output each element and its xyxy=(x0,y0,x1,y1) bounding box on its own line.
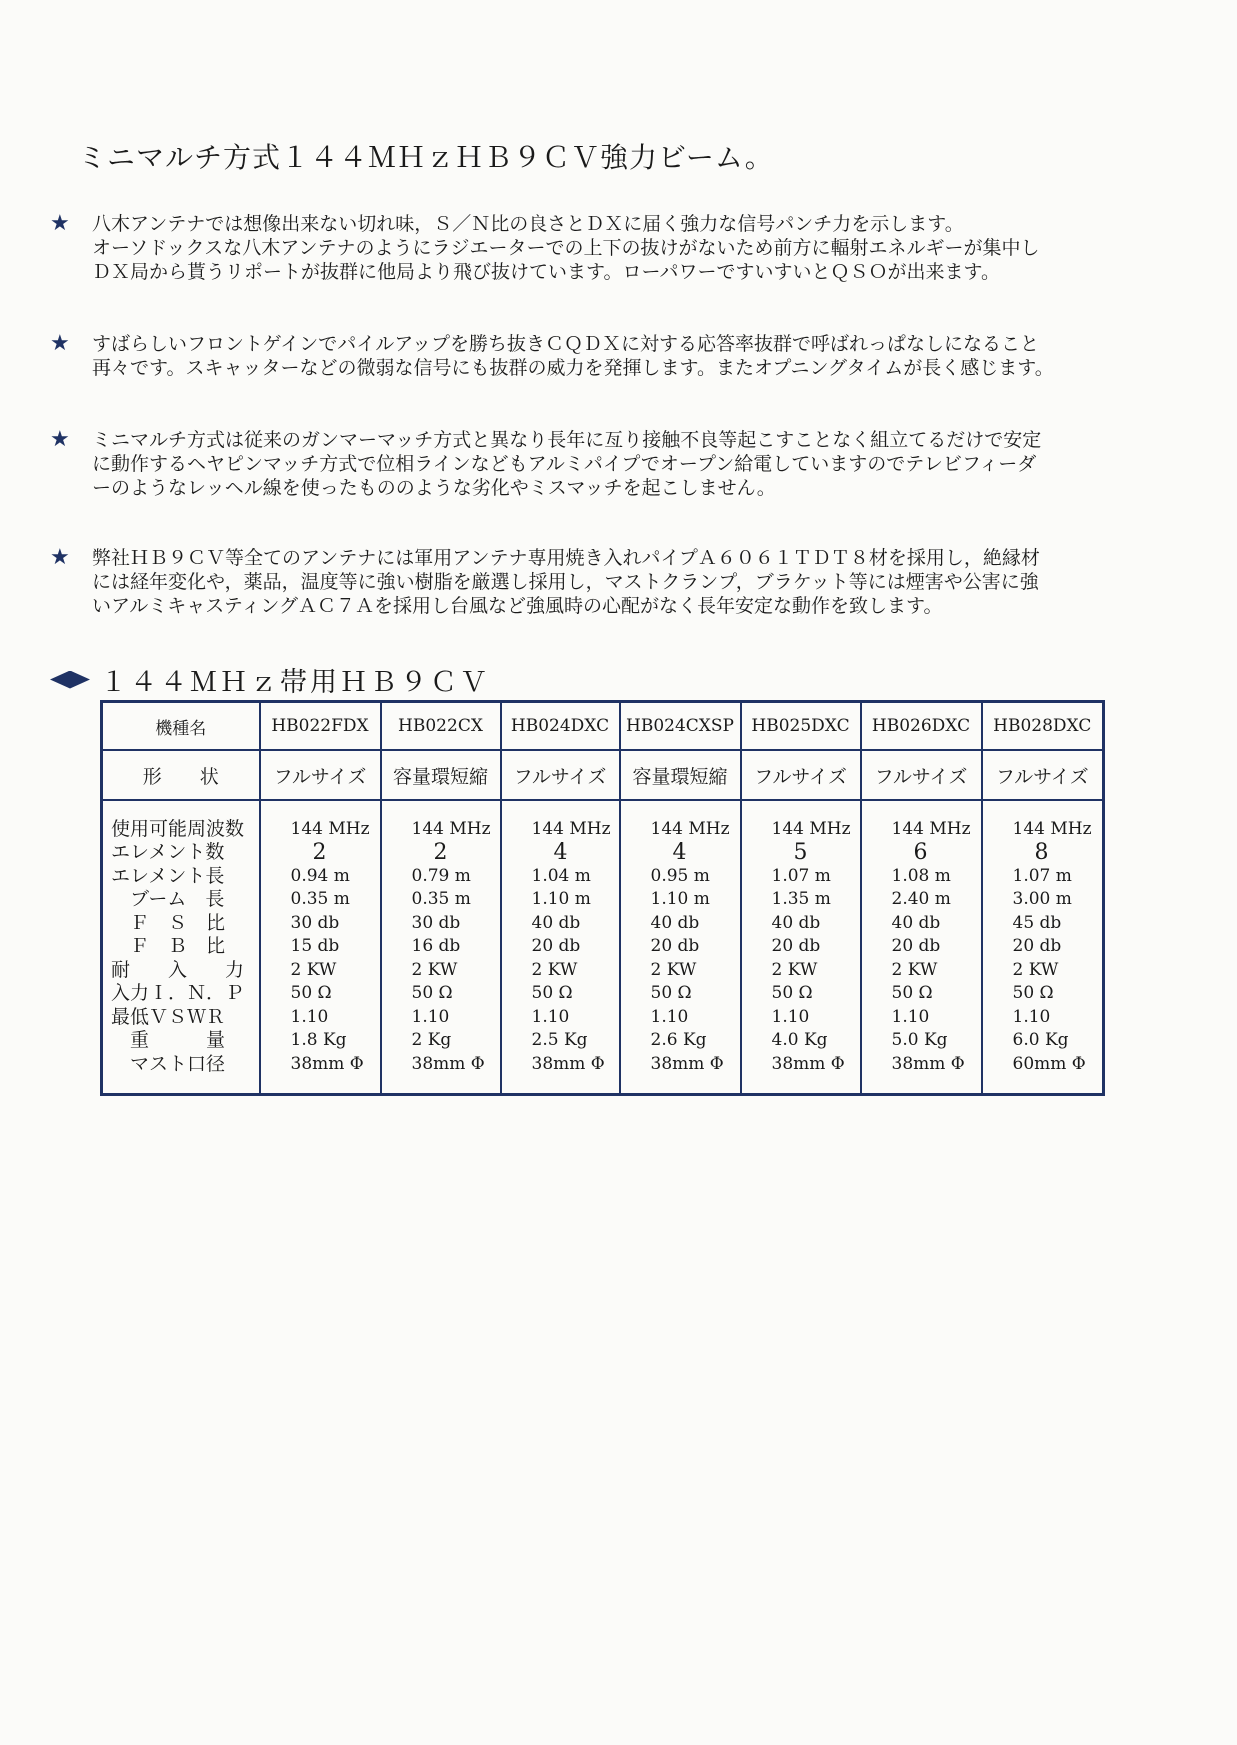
spec-value: 1.10 xyxy=(650,1006,689,1027)
spec-value: 16 db xyxy=(411,936,461,957)
bullet-line: すばらしいフロントゲインでパイルアップを勝ち抜きＣＱＤＸに対する応答率抜群で呼ばれっぱなしになること xyxy=(92,333,1039,355)
spec-value: 5 xyxy=(793,840,808,866)
spec-label: ブーム 長 xyxy=(111,888,225,911)
spec-value: 1.35 m xyxy=(771,889,831,910)
model-shape: フルサイズ xyxy=(260,750,381,800)
spec-value: 1.10 xyxy=(891,1006,930,1027)
spec-value: 50 Ω xyxy=(531,983,573,1004)
spec-value: 2 xyxy=(312,840,327,866)
spec-value: 20 db xyxy=(650,936,700,957)
spec-value: 2.5 Kg xyxy=(531,1030,588,1051)
spec-label: 入力Ｉ．Ｎ．Ｐ xyxy=(111,982,245,1005)
spec-value: 4 xyxy=(553,840,568,866)
spec-value: 144 MHz xyxy=(290,818,370,839)
spec-value: 1.10 xyxy=(531,1006,570,1027)
spec-label: エレメント数 xyxy=(111,841,225,864)
model-shape: フルサイズ xyxy=(982,750,1104,800)
spec-value: 2 KW xyxy=(290,959,337,980)
spec-value: 38mm Φ xyxy=(411,1053,485,1074)
spec-value: 2 KW xyxy=(411,959,458,980)
section-title: １４４ＭＨｚ帯用ＨＢ９ＣＶ xyxy=(100,667,490,698)
spec-value: 20 db xyxy=(771,936,821,957)
spec-value: 5.0 Kg xyxy=(891,1030,948,1051)
model-name: HB024DXC xyxy=(501,702,620,751)
model-shape: 容量環短縮 xyxy=(620,750,741,800)
spec-value: 50 Ω xyxy=(1012,983,1054,1004)
spec-value: 1.10 xyxy=(1012,1006,1051,1027)
spec-label: Ｆ Ｓ 比 xyxy=(111,911,226,934)
spec-values-cell xyxy=(620,800,741,1095)
spec-value: 144 MHz xyxy=(1012,818,1092,839)
spec-value: 1.8 Kg xyxy=(290,1030,347,1051)
spec-value: 0.79 m xyxy=(411,865,471,886)
spec-value: 1.04 m xyxy=(531,865,591,886)
model-shape: 容量環短縮 xyxy=(381,750,501,800)
spec-value: 2 xyxy=(433,840,448,866)
spec-value: 50 Ω xyxy=(411,983,453,1004)
spec-value: 40 db xyxy=(650,912,700,933)
spec-value: 1.10 m xyxy=(650,889,710,910)
spec-label: エレメント長 xyxy=(111,864,225,887)
spec-value: 40 db xyxy=(771,912,821,933)
spec-value: 6 xyxy=(913,840,928,866)
spec-value: 1.10 xyxy=(771,1006,810,1027)
model-shape: フルサイズ xyxy=(501,750,620,800)
bullet-line: に動作するヘヤピンマッチ方式で位相ラインなどもアルミパイプでオープン給電していますのでテレビフィーダ xyxy=(92,453,1037,475)
spec-value: 38mm Φ xyxy=(891,1053,965,1074)
spec-value: 8 xyxy=(1034,840,1049,866)
spec-value: 40 db xyxy=(891,912,941,933)
table-row-shapes xyxy=(102,750,1104,800)
model-name: HB025DXC xyxy=(741,702,861,751)
table-row-models xyxy=(102,702,1104,751)
diamond-icon xyxy=(50,671,90,689)
spec-value: 0.95 m xyxy=(650,865,710,886)
bullet-line: ミニマルチ方式は従来のガンマーマッチ方式と異なり長年に亙り接触不良等起こすことなく組立てるだけで安定 xyxy=(92,429,1042,451)
bullet-line: 八木アンテナでは想像出来ない切れ味，Ｓ／Ｎ比の良さとＤＸに届く強力な信号パンチ力を示します。 xyxy=(92,213,964,235)
spec-values-cell xyxy=(861,800,982,1095)
model-shape: フルサイズ xyxy=(861,750,982,800)
spec-value: 60mm Φ xyxy=(1012,1053,1086,1074)
spec-label: 耐 入 力 xyxy=(111,958,245,981)
shape-label: 形 状 xyxy=(102,750,260,800)
spec-value: 0.35 m xyxy=(290,889,350,910)
model-name: HB022FDX xyxy=(260,702,381,751)
bullet-line: には経年変化や，薬品，温度等に強い樹脂を厳選し採用し，マストクランプ，ブラケット等には煙害や公害に強 xyxy=(92,571,1039,593)
spec-value: 2 KW xyxy=(891,959,938,980)
spec-value: 4 xyxy=(672,840,687,866)
bullet-line: ーのようなレッヘル線を使ったもののような劣化やミスマッチを起こしません。 xyxy=(92,477,776,499)
spec-values-cell xyxy=(260,800,381,1095)
spec-value: 144 MHz xyxy=(891,818,971,839)
bullet-line: いアルミキャスティングＡＣ７Ａを採用し台風など強風時の心配がなく長年安定な動作を致します。 xyxy=(92,595,943,617)
spec-label: 使用可能周波数 xyxy=(111,817,245,840)
spec-value: 20 db xyxy=(531,936,581,957)
spec-value: 1.10 m xyxy=(531,889,591,910)
spec-value: 38mm Φ xyxy=(290,1053,364,1074)
spec-label: 最低ＶＳＷＲ xyxy=(111,1005,226,1028)
star-icon: ★ xyxy=(50,427,70,452)
spec-values-cell xyxy=(741,800,861,1095)
spec-value: 144 MHz xyxy=(411,818,491,839)
spec-value: 3.00 m xyxy=(1012,889,1072,910)
spec-value: 50 Ω xyxy=(650,983,692,1004)
star-icon: ★ xyxy=(50,211,70,236)
spec-value: 1.07 m xyxy=(771,865,831,886)
bullet-line: ＤＸ局から貰うリポートが抜群に他局より飛び抜けています。ローパワーですいすいとＱＳＯが出来ます。 xyxy=(92,261,1001,283)
table-row-specs xyxy=(102,800,1104,1095)
spec-value: 40 db xyxy=(531,912,581,933)
spec-value: 50 Ω xyxy=(771,983,813,1004)
spec-value: 2 KW xyxy=(1012,959,1059,980)
model-name: HB022CX xyxy=(381,702,501,751)
model-name: HB024CXSP xyxy=(620,702,741,751)
spec-value: 38mm Φ xyxy=(650,1053,724,1074)
spec-value: 20 db xyxy=(1012,936,1062,957)
spec-value: 15 db xyxy=(290,936,340,957)
spec-value: 2 KW xyxy=(531,959,578,980)
spec-value: 20 db xyxy=(891,936,941,957)
spec-value: 1.10 xyxy=(411,1006,450,1027)
spec-value: 30 db xyxy=(290,912,340,933)
spec-label: Ｆ Ｂ 比 xyxy=(111,935,226,958)
spec-value: 38mm Φ xyxy=(531,1053,605,1074)
bullet-line: 再々です。スキャッターなどの微弱な信号にも抜群の威力を発揮します。またオプニングタイムが長く感じます。 xyxy=(92,357,1054,379)
spec-value: 50 Ω xyxy=(290,983,332,1004)
spec-label: 重 量 xyxy=(111,1029,226,1052)
spec-value: 1.07 m xyxy=(1012,865,1072,886)
spec-value: 2 Kg xyxy=(411,1030,452,1051)
bullet-line: 弊社ＨＢ９ＣＶ等全てのアンテナには軍用アンテナ専用焼き入れパイプＡ６０６１ＴＤＴ８材を採用し，絶縁材 xyxy=(92,547,1040,569)
spec-value: 0.94 m xyxy=(290,865,350,886)
model-name: HB026DXC xyxy=(861,702,982,751)
spec-value: 38mm Φ xyxy=(771,1053,845,1074)
section-heading xyxy=(50,660,490,699)
spec-values-cell xyxy=(982,800,1104,1095)
spec-value: 45 db xyxy=(1012,912,1062,933)
spec-value: 4.0 Kg xyxy=(771,1030,828,1051)
spec-value: 1.08 m xyxy=(891,865,951,886)
spec-value: 30 db xyxy=(411,912,461,933)
spec-value: 2.6 Kg xyxy=(650,1030,707,1051)
spec-label: マスト口径 xyxy=(111,1052,226,1075)
model-shape: フルサイズ xyxy=(741,750,861,800)
spec-labels-cell xyxy=(102,800,260,1095)
spec-table xyxy=(100,700,1105,1096)
spec-values-cell xyxy=(381,800,501,1095)
spec-value: 144 MHz xyxy=(531,818,611,839)
spec-value: 144 MHz xyxy=(650,818,730,839)
spec-value: 2 KW xyxy=(650,959,697,980)
spec-value: 0.35 m xyxy=(411,889,471,910)
spec-value: 6.0 Kg xyxy=(1012,1030,1069,1051)
spec-value: 2.40 m xyxy=(891,889,951,910)
model-label: 機種名 xyxy=(102,702,260,751)
spec-value: 2 KW xyxy=(771,959,818,980)
bullet-line: オーソドックスな八木アンテナのようにラジエーターでの上下の抜けがないため前方に輻射エネルギーが集中し xyxy=(92,237,1040,259)
page-title: ミニマルチ方式１４４ＭＨｚＨＢ９ＣＶ強力ビーム。 xyxy=(78,141,774,174)
spec-value: 50 Ω xyxy=(891,983,933,1004)
spec-values-cell xyxy=(501,800,620,1095)
star-icon: ★ xyxy=(50,331,70,356)
model-name: HB028DXC xyxy=(982,702,1104,751)
spec-value: 1.10 xyxy=(290,1006,329,1027)
spec-value: 144 MHz xyxy=(771,818,851,839)
star-icon: ★ xyxy=(50,545,70,570)
